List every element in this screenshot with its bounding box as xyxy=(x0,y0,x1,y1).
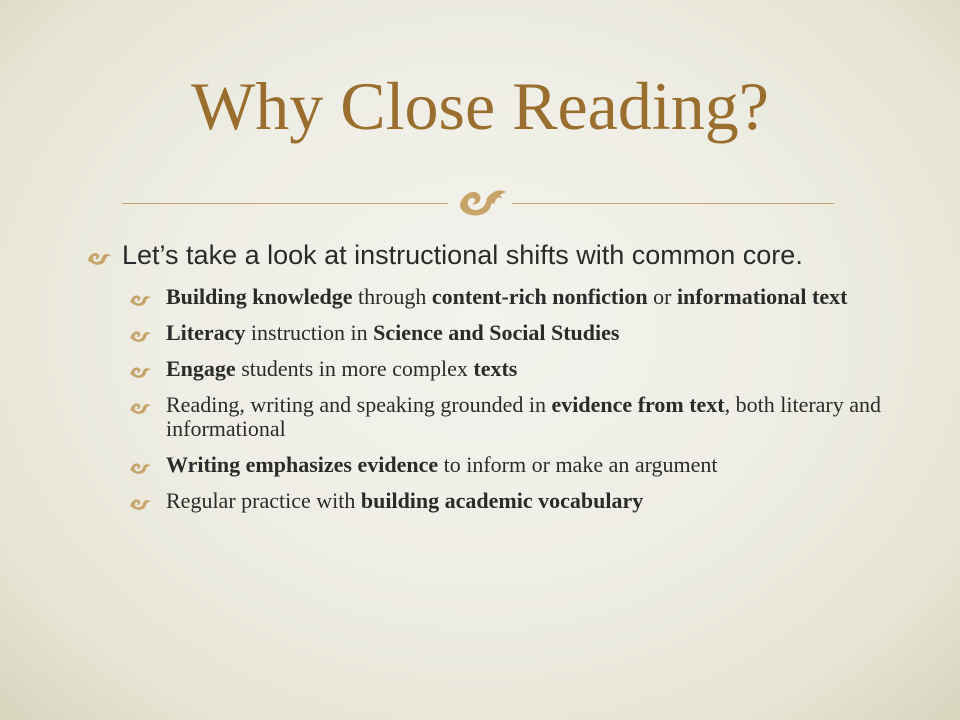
fleuron-bullet-icon xyxy=(128,327,154,343)
fleuron-bullet-icon xyxy=(128,291,154,307)
text-phrase: or xyxy=(647,284,677,309)
sub-bullet-item xyxy=(86,489,886,513)
sub-bullet-item xyxy=(86,393,886,441)
bold-phrase: Engage xyxy=(166,356,236,381)
slide-title: Why Close Reading? xyxy=(191,68,769,144)
sub-bullet-item xyxy=(86,453,886,477)
bold-phrase: Building knowledge xyxy=(166,284,353,309)
sub-bullet-list xyxy=(86,285,886,513)
fleuron-bullet-icon xyxy=(86,248,114,266)
sub-bullet-text xyxy=(166,392,881,441)
sub-bullet-text xyxy=(166,452,718,477)
sub-bullet-item xyxy=(86,357,886,381)
bold-phrase: Science and Social Studies xyxy=(373,320,620,345)
title-divider-left xyxy=(122,203,448,204)
fleuron-bullet-icon xyxy=(128,363,154,379)
bold-phrase: building academic vocabulary xyxy=(360,488,644,513)
main-bullet-text: Let’s take a look at instructional shifts with common core. xyxy=(122,240,803,270)
slide-content xyxy=(86,240,886,525)
bold-phrase: Writing emphasizes evidence xyxy=(166,452,439,477)
text-phrase: Regular practice with xyxy=(166,488,361,513)
sub-bullet-text xyxy=(166,320,619,345)
text-phrase: instruction in xyxy=(245,320,374,345)
bold-phrase: evidence from text xyxy=(551,392,725,417)
bold-phrase: content-rich nonfiction xyxy=(431,284,648,309)
fleuron-bullet-icon xyxy=(128,459,154,475)
text-phrase: Reading, writing and speaking grounded in xyxy=(166,392,552,417)
sub-bullet-item xyxy=(86,285,886,309)
sub-bullet-item xyxy=(86,321,886,345)
bold-phrase: Literacy xyxy=(166,320,246,345)
sub-bullet-text xyxy=(166,356,517,381)
text-phrase: , both literary and informational xyxy=(166,392,882,441)
fleuron-bullet-icon xyxy=(128,399,154,415)
text-phrase: to inform or make an argument xyxy=(438,452,718,477)
fleuron-ornament-icon xyxy=(450,182,510,222)
sub-bullet-text xyxy=(166,488,643,513)
bold-phrase: texts xyxy=(473,356,518,381)
sub-bullet-text xyxy=(166,284,847,309)
fleuron-bullet-icon xyxy=(128,495,154,511)
text-phrase: through xyxy=(352,284,432,309)
title-divider-right xyxy=(512,203,834,204)
main-bullet xyxy=(86,240,886,271)
bold-phrase: informational text xyxy=(676,284,848,309)
text-phrase: students in more complex xyxy=(235,356,474,381)
